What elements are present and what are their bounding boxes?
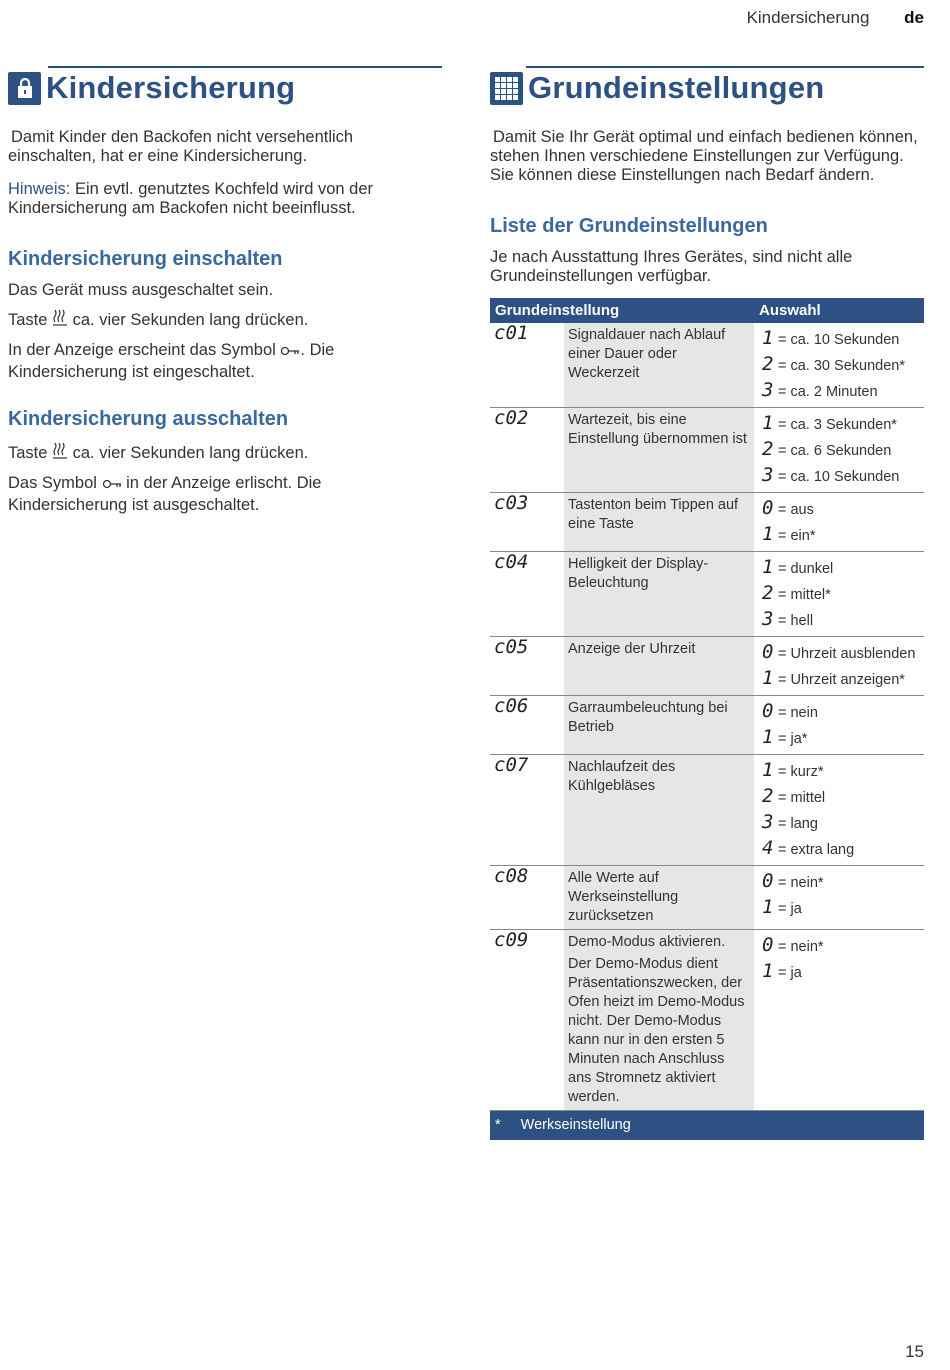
table-row xyxy=(490,866,924,930)
setting-description xyxy=(564,323,754,408)
step-text: In der Anzeige erscheint das Symbol xyxy=(8,341,281,359)
option-item xyxy=(762,463,920,489)
setting-code: c04 xyxy=(490,552,564,637)
setting-options xyxy=(754,637,924,696)
setting-description xyxy=(564,866,754,930)
option-digit: 0 xyxy=(762,934,774,956)
page-title: Grundeinstellungen xyxy=(528,70,825,105)
option-text: = lang xyxy=(778,816,818,832)
setting-options xyxy=(754,930,924,1111)
grid-settings-icon xyxy=(490,72,523,105)
option-digit: 0 xyxy=(762,497,774,519)
setting-description xyxy=(564,755,754,866)
step-enable-2 xyxy=(8,308,442,333)
setting-description-text: Anzeige der Uhrzeit xyxy=(568,641,696,657)
step-text: in der Anzeige erlischt. Die Kindersicherung ist ausgeschaltet. xyxy=(8,474,322,514)
table-row xyxy=(490,637,924,696)
table-row xyxy=(490,493,924,552)
step-disable-2 xyxy=(8,474,442,515)
header-language: de xyxy=(904,8,924,27)
option-item xyxy=(762,725,920,751)
option-item xyxy=(762,784,920,810)
table-row xyxy=(490,696,924,755)
note xyxy=(8,180,442,218)
page-number: 15 xyxy=(905,1342,924,1361)
option-text: = kurz* xyxy=(778,764,824,780)
child-lock-key-icon xyxy=(52,308,68,333)
option-digit: 1 xyxy=(762,896,774,918)
setting-description-detail: Der Demo-Modus dient Präsentationszwecken, der Ofen heizt im Demo-Modus nicht. Der Demo-Modus kann nur in den ersten 5 Minuten nach Anschluss ans Stromnetz aktiviert werden. xyxy=(568,956,745,1105)
option-item xyxy=(762,869,920,895)
footnote-mark: * xyxy=(495,1117,501,1133)
setting-description xyxy=(564,637,754,696)
setting-code: c09 xyxy=(490,930,564,1111)
child-lock-key-icon xyxy=(52,441,68,466)
step-text: . Die Kindersicherung ist eingeschaltet. xyxy=(8,341,335,381)
option-item xyxy=(762,640,920,666)
option-digit: 0 xyxy=(762,641,774,663)
option-text: = extra lang xyxy=(778,842,855,858)
option-item xyxy=(762,437,920,463)
section-title xyxy=(8,70,442,106)
option-digit: 2 xyxy=(762,582,774,604)
table-row xyxy=(490,408,924,493)
setting-code: c01 xyxy=(490,323,564,408)
option-text: = ca. 10 Sekunden xyxy=(778,469,900,485)
left-column xyxy=(8,66,442,515)
option-item xyxy=(762,666,920,692)
step-text: ca. vier Sekunden lang drücken. xyxy=(68,444,309,462)
heading-disable: Kindersicherung ausschalten xyxy=(8,408,289,430)
option-item xyxy=(762,959,920,985)
setting-description xyxy=(564,408,754,493)
setting-code: c08 xyxy=(490,866,564,930)
setting-description-text: Demo-Modus aktivieren. xyxy=(568,934,726,950)
option-item xyxy=(762,496,920,522)
intro-text: Damit Sie Ihr Gerät optimal und einfach bedienen können, stehen Ihnen verschiedene Einstellungen zur Verfügung. Sie können diese Einstellungen nach Bedarf ändern. xyxy=(490,128,918,184)
table-row xyxy=(490,755,924,866)
option-item xyxy=(762,810,920,836)
page-title: Kindersicherung xyxy=(46,70,296,105)
setting-code: c03 xyxy=(490,493,564,552)
option-digit: 1 xyxy=(762,960,774,982)
table-row xyxy=(490,323,924,408)
setting-code: c06 xyxy=(490,696,564,755)
setting-description xyxy=(564,930,754,1111)
header-section: Kindersicherung xyxy=(746,8,870,27)
option-digit: 2 xyxy=(762,353,774,375)
option-item xyxy=(762,836,920,862)
option-item xyxy=(762,699,920,725)
option-digit: 1 xyxy=(762,523,774,545)
option-text: = aus xyxy=(778,502,814,518)
setting-options xyxy=(754,493,924,552)
setting-description-text: Wartezeit, bis eine Einstellung übernommen ist xyxy=(568,412,747,447)
step-text: Taste xyxy=(8,444,53,462)
option-text: = nein* xyxy=(778,875,824,891)
lock-icon xyxy=(8,72,41,105)
note-label: Hinweis: xyxy=(8,180,71,198)
heading-settings-list: Liste der Grundeinstellungen xyxy=(490,215,768,237)
option-item xyxy=(762,555,920,581)
option-item xyxy=(762,895,920,921)
step-enable-3 xyxy=(8,341,442,382)
setting-description-text: Nachlaufzeit des Kühlgebläses xyxy=(568,759,676,794)
option-text: = ca. 10 Sekunden xyxy=(778,332,900,348)
option-digit: 1 xyxy=(762,327,774,349)
intro-text: Damit Kinder den Backofen nicht versehentlich einschalten, hat er eine Kindersicherung. xyxy=(8,128,354,165)
option-text: = dunkel xyxy=(778,561,834,577)
option-text: = nein xyxy=(778,705,818,721)
option-text: = Uhrzeit anzeigen* xyxy=(778,672,905,688)
note-text: Ein evtl. genutztes Kochfeld wird von der Kindersicherung am Backofen nicht beeinflusst. xyxy=(8,180,374,217)
option-digit: 1 xyxy=(762,726,774,748)
option-digit: 3 xyxy=(762,464,774,486)
option-text: = ca. 6 Sekunden xyxy=(778,443,892,459)
title-rule xyxy=(526,66,924,68)
setting-options xyxy=(754,866,924,930)
option-item xyxy=(762,522,920,548)
setting-options xyxy=(754,755,924,866)
setting-code: c05 xyxy=(490,637,564,696)
setting-code: c02 xyxy=(490,408,564,493)
table-footnote-row xyxy=(490,1111,924,1141)
heading-enable: Kindersicherung einschalten xyxy=(8,248,283,270)
section-title xyxy=(490,70,924,106)
key-symbol-icon xyxy=(102,477,122,496)
page-header xyxy=(747,8,924,28)
option-item xyxy=(762,758,920,784)
setting-code: c07 xyxy=(490,755,564,866)
option-text: = ca. 2 Minuten xyxy=(778,384,878,400)
option-text: = mittel xyxy=(778,790,826,806)
step-enable-1: Das Gerät muss ausgeschaltet sein. xyxy=(8,281,274,299)
settings-table xyxy=(490,298,924,1140)
footnote-text: Werkseinstellung xyxy=(520,1117,631,1133)
option-digit: 2 xyxy=(762,438,774,460)
option-text: = hell xyxy=(778,613,814,629)
option-item xyxy=(762,326,920,352)
table-footnote xyxy=(490,1111,924,1141)
option-text: = mittel* xyxy=(778,587,831,603)
option-digit: 0 xyxy=(762,870,774,892)
option-item xyxy=(762,933,920,959)
option-digit: 1 xyxy=(762,667,774,689)
option-item xyxy=(762,411,920,437)
option-text: = Uhrzeit ausblenden xyxy=(778,646,916,662)
table-row xyxy=(490,552,924,637)
option-digit: 3 xyxy=(762,608,774,630)
option-text: = ja* xyxy=(778,731,808,747)
option-digit: 0 xyxy=(762,700,774,722)
setting-description-text: Helligkeit der Display-Beleuchtung xyxy=(568,556,709,591)
setting-options xyxy=(754,696,924,755)
title-rule xyxy=(48,66,442,68)
option-item xyxy=(762,581,920,607)
table-row xyxy=(490,930,924,1111)
setting-options xyxy=(754,323,924,408)
option-digit: 3 xyxy=(762,379,774,401)
option-text: = ja xyxy=(778,901,802,917)
settings-list-intro: Je nach Ausstattung Ihres Gerätes, sind nicht alle Grundeinstellungen verfügbar. xyxy=(490,248,853,285)
option-digit: 1 xyxy=(762,556,774,578)
setting-options xyxy=(754,408,924,493)
step-text: ca. vier Sekunden lang drücken. xyxy=(68,311,309,329)
setting-description-text: Tastenton beim Tippen auf eine Taste xyxy=(568,497,739,532)
option-item xyxy=(762,352,920,378)
setting-description-text: Alle Werte auf Werkseinstellung zurücksetzen xyxy=(568,870,679,924)
option-digit: 1 xyxy=(762,412,774,434)
setting-description-text: Signaldauer nach Ablauf einer Dauer oder Weckerzeit xyxy=(568,327,726,381)
setting-description xyxy=(564,552,754,637)
option-text: = ca. 3 Sekunden* xyxy=(778,417,897,433)
table-header-choice: Auswahl xyxy=(754,298,924,323)
step-text: Das Symbol xyxy=(8,474,102,492)
step-disable-1 xyxy=(8,441,442,466)
option-item xyxy=(762,378,920,404)
option-digit: 3 xyxy=(762,811,774,833)
option-text: = ca. 30 Sekunden* xyxy=(778,358,905,374)
setting-options xyxy=(754,552,924,637)
setting-description xyxy=(564,696,754,755)
option-digit: 1 xyxy=(762,759,774,781)
option-text: = ein* xyxy=(778,528,816,544)
table-header-row xyxy=(490,298,924,323)
setting-description-text: Garraumbeleuchtung bei Betrieb xyxy=(568,700,728,735)
option-digit: 2 xyxy=(762,785,774,807)
key-symbol-icon xyxy=(280,344,300,363)
option-item xyxy=(762,607,920,633)
option-text: = ja xyxy=(778,965,802,981)
table-header-setting: Grundeinstellung xyxy=(490,298,754,323)
right-column xyxy=(490,66,924,1140)
setting-description xyxy=(564,493,754,552)
step-text: Taste xyxy=(8,311,53,329)
option-digit: 4 xyxy=(762,837,774,859)
option-text: = nein* xyxy=(778,939,824,955)
